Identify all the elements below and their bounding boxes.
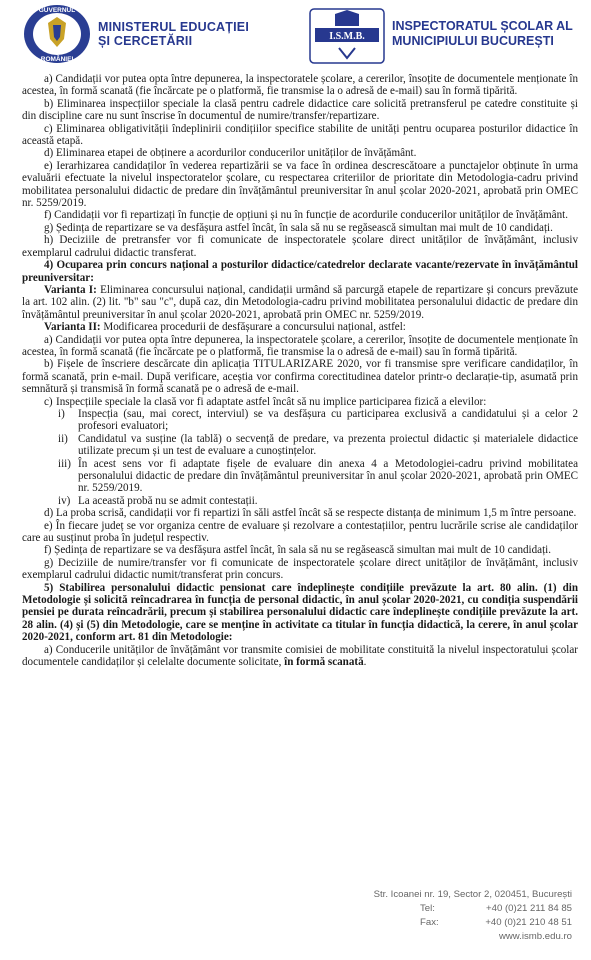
logo-top-text: GUVERNUL (38, 7, 76, 14)
list-item: c) Inspecțiile speciale la clasă vor fi adaptate astfel încât să nu implice participarea fizică a elevilor: (22, 396, 578, 408)
list-item: iii) În acest sens vor fi adaptate fișele de evaluare din anexa 4 a Metodologiei-cadru privind mobilitatea personalului didactic de predare din învățământul preuniversitar în anul școlar 2020-2021, aprobată prin OMEC nr. 5259/2019. (22, 458, 578, 495)
list-marker: iv) (58, 494, 71, 507)
paragraph: e) În fiecare județ se vor organiza centre de evaluare și rezolvare a contestațiilor, pentru lucrările scrise ale candidaților care au susținut proba în județul respectiv. (22, 519, 578, 545)
ismb-logo-icon (309, 8, 385, 64)
ministry-name: MINISTERUL EDUCAȚIEI ȘI CERCETĂRII (98, 20, 249, 48)
paragraph: g) Ședința de repartizare se va desfășura astfel încât, în sala să nu se regăsească simultan mai mult de 10 candidați. (44, 221, 553, 234)
tel-label: Tel: (420, 903, 435, 914)
logo-bottom-text: ROMÂNIEI (40, 56, 74, 63)
variant-label: Varianta I: (44, 283, 97, 296)
ismb-logo-text: I.S.M.B. (329, 31, 365, 42)
paragraph: f) Ședința de repartizare se va desfășura astfel încât, în sala să nu se regăsească simultan mai mult de 10 candidați. (44, 544, 552, 557)
fax-label: Fax: (420, 917, 439, 928)
document-body (22, 73, 578, 669)
list-item: i) Inspecția (sau, mai corect, interviul) se va desfășura cu participarea exclusivă a candidatului și a celor 2 profesori evaluatori; (22, 408, 578, 433)
list-marker: i) (58, 407, 65, 420)
section-heading: 5) Stabilirea personalului didactic pensionat care îndeplinește condițiile prevăzute la art. 80 alin. (1) din Metodologie și solicită reîncadrarea în funcția de personal didactic, în anul școlar 2020-2021, cu condiția suspendării pensiei pe durata reîncadrării, precum și stabilirea personalului didactic care îndeplinește condițiile prevăzute la art. 28 alin. (4) și (5) din Metodologie, care se menține în activitate ca titular în funcția didactică, la cerere, în anul școlar 2020-2021, conform art. 81 din Metodologie: (22, 581, 578, 644)
list-item: ii) Candidatul va susține (la tablă) o secvență de predare, va prezenta proiectul didactic și materialele didactice utilizate precum și un test de evaluare a cunoștințelor. (22, 433, 578, 458)
fax-number: +40 (0)21 210 48 51 (485, 917, 572, 928)
paragraph: d) Eliminarea etapei de obținere a acordurilor conducerilor unităților de învățământ. (44, 147, 417, 160)
paragraph: b) Fișele de înscriere descărcate din aplicația TITULARIZARE 2020, vor fi transmise spre verificare candidaților, în formă scanată, prin e-mail. După verificare, aceștia vor confirma corectitudinea datelor printr-o declarație-tip, asumată prin semnătură și transmisă în formă scanată pe o adresă de e-mail. (22, 358, 578, 396)
paragraph: Varianta II: Modificarea procedurii de desfășurare a concursului național, astfel: (44, 321, 406, 334)
paragraph: h) Deciziile de pretransfer vor fi comunicate de inspectoratele școlare direct unităților de învățământ, inclusiv exemplarul cadrului didactic transferat. (22, 234, 578, 259)
website-link[interactable]: www.ismb.edu.ro (498, 931, 572, 942)
address: Str. Icoanei nr. 19, Sector 2, 020451, București (373, 889, 572, 900)
paragraph: Varianta I: Eliminarea concursului național, candidații urmând să parcurgă etapele de repartizare și concurs prevăzute la art. 102 alin. (2) lit. "b" sau "c", după caz, din Metodologia-cadru privind mobilitatea personalului didactic de predare din învățământul preuniversitar în anul școlar 2020-2021, aprobată prin OMEC nr. 5259/2019. (22, 283, 579, 321)
list-marker: c) (44, 395, 53, 408)
letterhead (0, 0, 591, 70)
contact-footer (330, 888, 572, 944)
paragraph: f) Candidații vor fi repartizați în funcție de opțiuni și nu în funcție de acordurile conducerilor unităților de învățământ. (44, 209, 569, 222)
paragraph: e) Ierarhizarea candidaților în vederea repartizării se va face în ordinea descrescătoare a punctajelor obținute în urma evaluării efectuate la nivelul inspectoratelor școlare, cu respectarea criteriilor de prioritate din Metodologia-cadru privind mobilitatea personalului didactic de predare din învățământul preuniversitar în anul școlar 2020-2021, aprobată prin OMEC nr. 5259/2019. (22, 159, 578, 210)
paragraph: a) Candidații vor putea opta între depunerea, la inspectoratele școlare, a cererilor, însoțite de documentele menționate în acestea, în formă scanată (fie încărcate pe o platformă, fie transmise la o adresă de e-mail) sau în formă tipărită. (22, 333, 578, 358)
tel-number: +40 (0)21 211 84 85 (486, 903, 572, 914)
inspectorate-name: INSPECTORATUL ȘCOLAR AL MUNICIPIULUI BUCUREȘTI (392, 19, 573, 48)
government-logo-icon (22, 3, 92, 65)
paragraph: d) La proba scrisă, candidații vor fi repartizi în săli astfel încât să se respecte distanța de minimum 1,5 m între persoane. (44, 507, 577, 520)
paragraph: b) Eliminarea inspecțiilor speciale la clasă pentru cadrele didactice care solicită pretransferul pe catedre constituite și din discipline care nu sunt înscrise în documentul de numire/transfer/repartizare. (22, 97, 578, 123)
variant-label: Varianta II: (44, 321, 101, 334)
paragraph: a) Conducerile unităților de învățământ vor transmite comisiei de mobilitate constituită la nivelul inspectoratului școlar documentele candidaților și celelalte documente solicitate, în formă scanată. (22, 643, 578, 669)
paragraph: c) Eliminarea obligativității îndeplinirii condițiilor specifice stabilite de unități pentru ocuparea posturilor didactice în această etapă. (22, 122, 578, 148)
list-marker: iii) (58, 457, 71, 470)
list-item: iv) La această probă nu se admit contestații. (22, 495, 578, 507)
paragraph: g) Deciziile de numire/transfer vor fi comunicate de inspectoratele școlare direct unităților de învățământ, inclusiv exemplarul cadrului didactic numit/transferat prin concurs. (22, 556, 578, 582)
paragraph: a) Candidații vor putea opta între depunerea, la inspectoratele școlare, a cererilor, însoțite de documentele menționate în acestea, în formă scanată (fie încărcate pe o platformă, fie transmise la o adresă de e-mail) sau în formă tipărită. (22, 73, 578, 98)
list-marker: ii) (58, 432, 68, 445)
section-heading: 4) Ocuparea prin concurs național a posturilor didactice/catedrelor declarate vacante/rezervate în învățământul preuniversitar: (22, 259, 578, 284)
